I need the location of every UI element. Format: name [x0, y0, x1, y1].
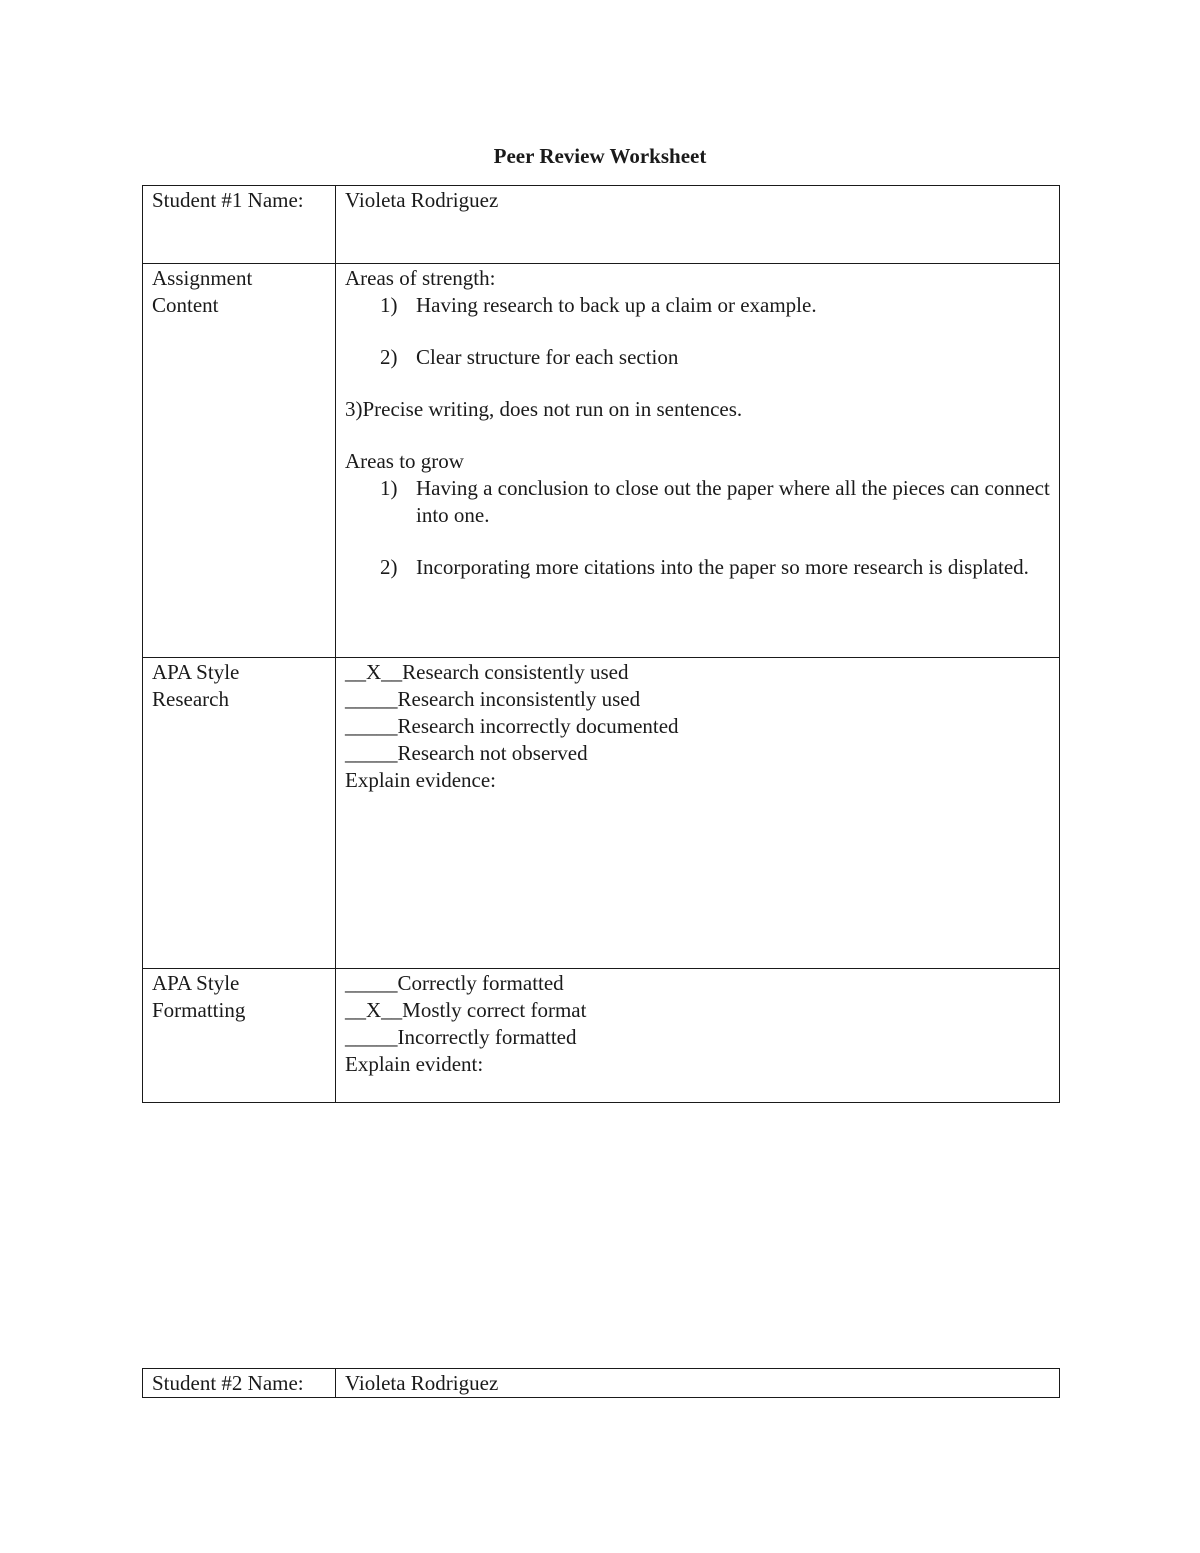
list-item-text: Having a conclusion to close out the paper where all the pieces can connect into one.	[416, 476, 1050, 527]
formatting-option: _____Incorrectly formatted	[345, 1025, 577, 1049]
peer-review-table-student-2	[142, 1368, 1060, 1398]
list-item-number: 1)	[380, 476, 398, 500]
list-item-number: 2)	[380, 555, 398, 579]
list-item	[345, 344, 1050, 371]
student-2-name-label: Student #2 Name:	[143, 1369, 336, 1398]
spacer	[345, 319, 1050, 344]
student-1-name-label: Student #1 Name:	[143, 186, 336, 264]
peer-review-table-student-1	[142, 185, 1060, 1103]
page-title: Peer Review Worksheet	[493, 144, 707, 168]
student-2-name-value[interactable]: Violeta Rodriguez	[336, 1369, 1060, 1398]
apa-formatting-cell[interactable]	[336, 969, 1060, 1103]
research-option: __X__Research consistently used	[345, 660, 629, 684]
research-option: _____Research inconsistently used	[345, 687, 641, 711]
spacer	[345, 423, 1050, 448]
grow-list	[345, 475, 1050, 581]
apa-formatting-label: APA Style Formatting	[143, 969, 336, 1103]
list-item	[345, 554, 1050, 581]
grow-heading: Areas to grow	[345, 449, 464, 473]
strength-heading: Areas of strength:	[345, 266, 496, 290]
list-item-number: 2)	[380, 345, 398, 369]
research-option: _____Research incorrectly documented	[345, 714, 679, 738]
apa-research-label: APA Style Research	[143, 658, 336, 969]
strength-3-text: 3)Precise writing, does not run on in sentences.	[345, 397, 743, 421]
student-1-name-value[interactable]: Violeta Rodriguez	[336, 186, 1060, 264]
assignment-content-label: Assignment Content	[143, 264, 336, 658]
formatting-option: _____Correctly formatted	[345, 971, 564, 995]
list-item-text: Incorporating more citations into the paper so more research is displated.	[416, 555, 1029, 579]
formatting-explain: Explain evident:	[345, 1052, 484, 1076]
assignment-content-cell[interactable]	[336, 264, 1060, 658]
list-item	[345, 292, 1050, 319]
apa-research-row	[143, 658, 1060, 969]
spacer	[345, 529, 1050, 554]
spacer	[345, 371, 1050, 396]
student-2-name-row	[143, 1369, 1060, 1398]
list-item-number: 1)	[380, 293, 398, 317]
list-item-text: Having research to back up a claim or example.	[416, 293, 817, 317]
apa-research-cell[interactable]	[336, 658, 1060, 969]
student-1-name-row	[143, 186, 1060, 264]
strengths-list	[345, 292, 1050, 371]
research-option: _____Research not observed	[345, 741, 588, 765]
list-item	[345, 475, 1050, 529]
formatting-option: __X__Mostly correct format	[345, 998, 587, 1022]
research-explain: Explain evidence:	[345, 768, 497, 792]
apa-formatting-row	[143, 969, 1060, 1103]
assignment-content-row	[143, 264, 1060, 658]
list-item-text: Clear structure for each section	[416, 345, 679, 369]
